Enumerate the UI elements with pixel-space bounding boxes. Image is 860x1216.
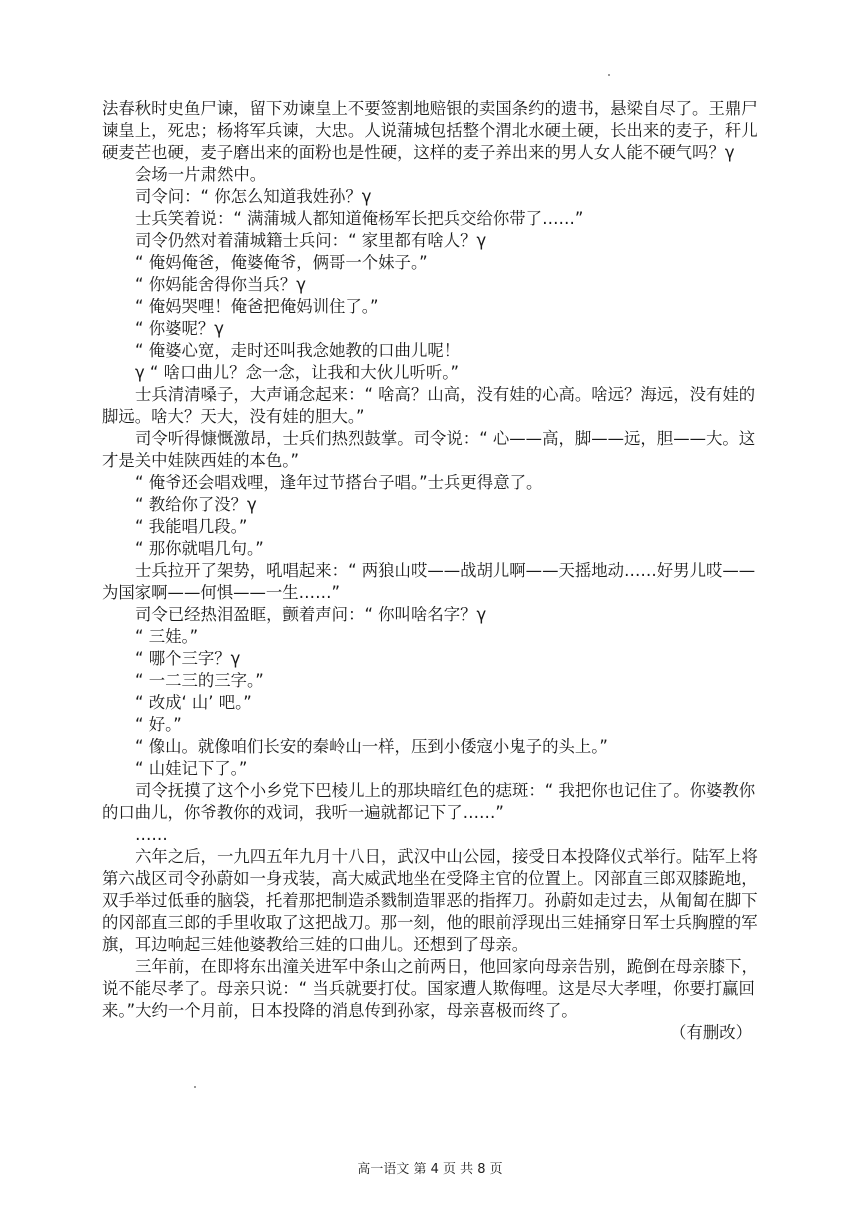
paragraph: “ 俺妈俺爸，俺婆俺爷，俩哥一个妹子。” — [135, 253, 428, 272]
paragraph: “ 哪个三字？γ — [135, 649, 241, 668]
paragraph: 士兵拉开了架势，吼唱起来：“ 两狼山哎——战胡儿啊——天摇地动……好男儿哎——为国家啊——何惧——一生……” — [102, 561, 756, 602]
paragraph: 司令听得慷慨激昂，士兵们热烈鼓掌。司令说：“ 心——高，脚——远，胆——大。这才是关中娃陕西娃的本色。” — [102, 429, 756, 470]
paragraph: “ 教给你了没？γ — [135, 495, 257, 514]
paragraph: 司令已经热泪盈眶，颤着声问：“ 你叫啥名字？γ — [135, 605, 487, 624]
paragraph: “ 三娃。” — [135, 627, 199, 646]
paragraph: 法春秋时史鱼尸谏，留下劝谏皇上不要签割地赔银的卖国条约的遗书，悬梁自尽了。王鼎尸谏皇上，死忠；杨将军兵谏，大忠。人说蒲城包括整个渭北水硬土硬，长出来的麦子，秆儿硬麦芒也硬，麦子磨出来的面粉也是性硬，这样的麦子养出来的男人女人能不硬气吗？γ — [102, 99, 758, 162]
paragraph: “ 俺爷还会唱戏哩，逢年过节搭台子唱。”士兵更得意了。 — [135, 473, 543, 492]
paragraph: “ 我能唱几段。” — [135, 517, 248, 536]
paragraph: γ “ 啥口曲儿？念一念，让我和大伙儿听听。” — [135, 363, 459, 382]
article-body — [102, 98, 758, 1044]
paragraph: “ 你妈能舍得你当兵？γ — [135, 275, 306, 294]
paragraph: 会场一片肃然中。 — [135, 165, 267, 184]
paragraph: 司令问：“ 你怎么知道我姓孙？γ — [135, 187, 372, 206]
paragraph: “ 你婆呢？γ — [135, 319, 224, 338]
paragraph: “ 山娃记下了。” — [135, 759, 248, 778]
paragraph: “ 那你就唱几句。” — [135, 539, 264, 558]
paragraph: 司令抚摸了这个小乡党下巴棱儿上的那块暗红色的痣斑：“ 我把你也记住了。你婆教你的口曲儿，你爷教你的戏词，我听一遍就都记下了……” — [102, 781, 756, 822]
paragraph: “ 一二三的三字。” — [135, 671, 264, 690]
edit-note: （有删改） — [670, 1023, 752, 1042]
paragraph: 士兵笑着说：“ 满蒲城人都知道俺杨军长把兵交给你带了……” — [135, 209, 584, 228]
scan-dot — [194, 1086, 196, 1088]
paragraph: “ 好。” — [135, 715, 182, 734]
paragraph: 三年前，在即将东出潼关进军中条山之前两日，他回家向母亲告别，跪倒在母亲膝下，说不能尽孝了。母亲只说：“ 当兵就要打仗。国家遭人欺侮哩。这是尽大孝哩，你要打赢回来。”大约一个月前，日本投降的消息传到孙家，母亲喜极而终了。 — [102, 957, 758, 1020]
paragraph: “ 俺婆心宽，走时还叫我念她教的口曲儿呢！ — [135, 341, 461, 360]
paragraph: 司令仍然对着蒲城籍士兵问：“ 家里都有啥人？γ — [135, 231, 487, 250]
paragraph: “ 俺妈哭哩！俺爸把俺妈训住了。” — [135, 297, 379, 316]
scan-dot — [608, 74, 610, 76]
paragraph: 士兵清清嗓子，大声诵念起来：“ 啥高？山高，没有娃的心高。啥远？海远，没有娃的脚远。啥大？天大，没有娃的胆大。” — [102, 385, 756, 426]
paragraph: “ 像山。就像咱们长安的秦岭山一样，压到小倭寇小鬼子的头上。” — [135, 737, 608, 756]
paragraph: 六年之后，一九四五年九月十八日，武汉中山公园，接受日本投降仪式举行。陆军上将第六战区司令孙蔚如一身戎装，高大威武地坐在受降主官的位置上。冈部直三郎双膝跪地，双手举过低垂的脑袋，托着那把制造杀戮制造罪恶的指挥刀。孙蔚如走过去，从匍匐在脚下的冈部直三郎的手里收取了这把战刀。那一刻，他的眼前浮现出三娃捅穿日军士兵胸膛的军旗，耳边响起三娃他婆教给三娃的口曲儿。还想到了母亲。 — [102, 847, 758, 954]
paragraph: “ 改成‘ 山’ 吧。” — [135, 693, 252, 712]
page-footer: 高一语文 第 4 页 共 8 页 — [357, 1162, 503, 1177]
paragraph: …… — [135, 825, 168, 844]
